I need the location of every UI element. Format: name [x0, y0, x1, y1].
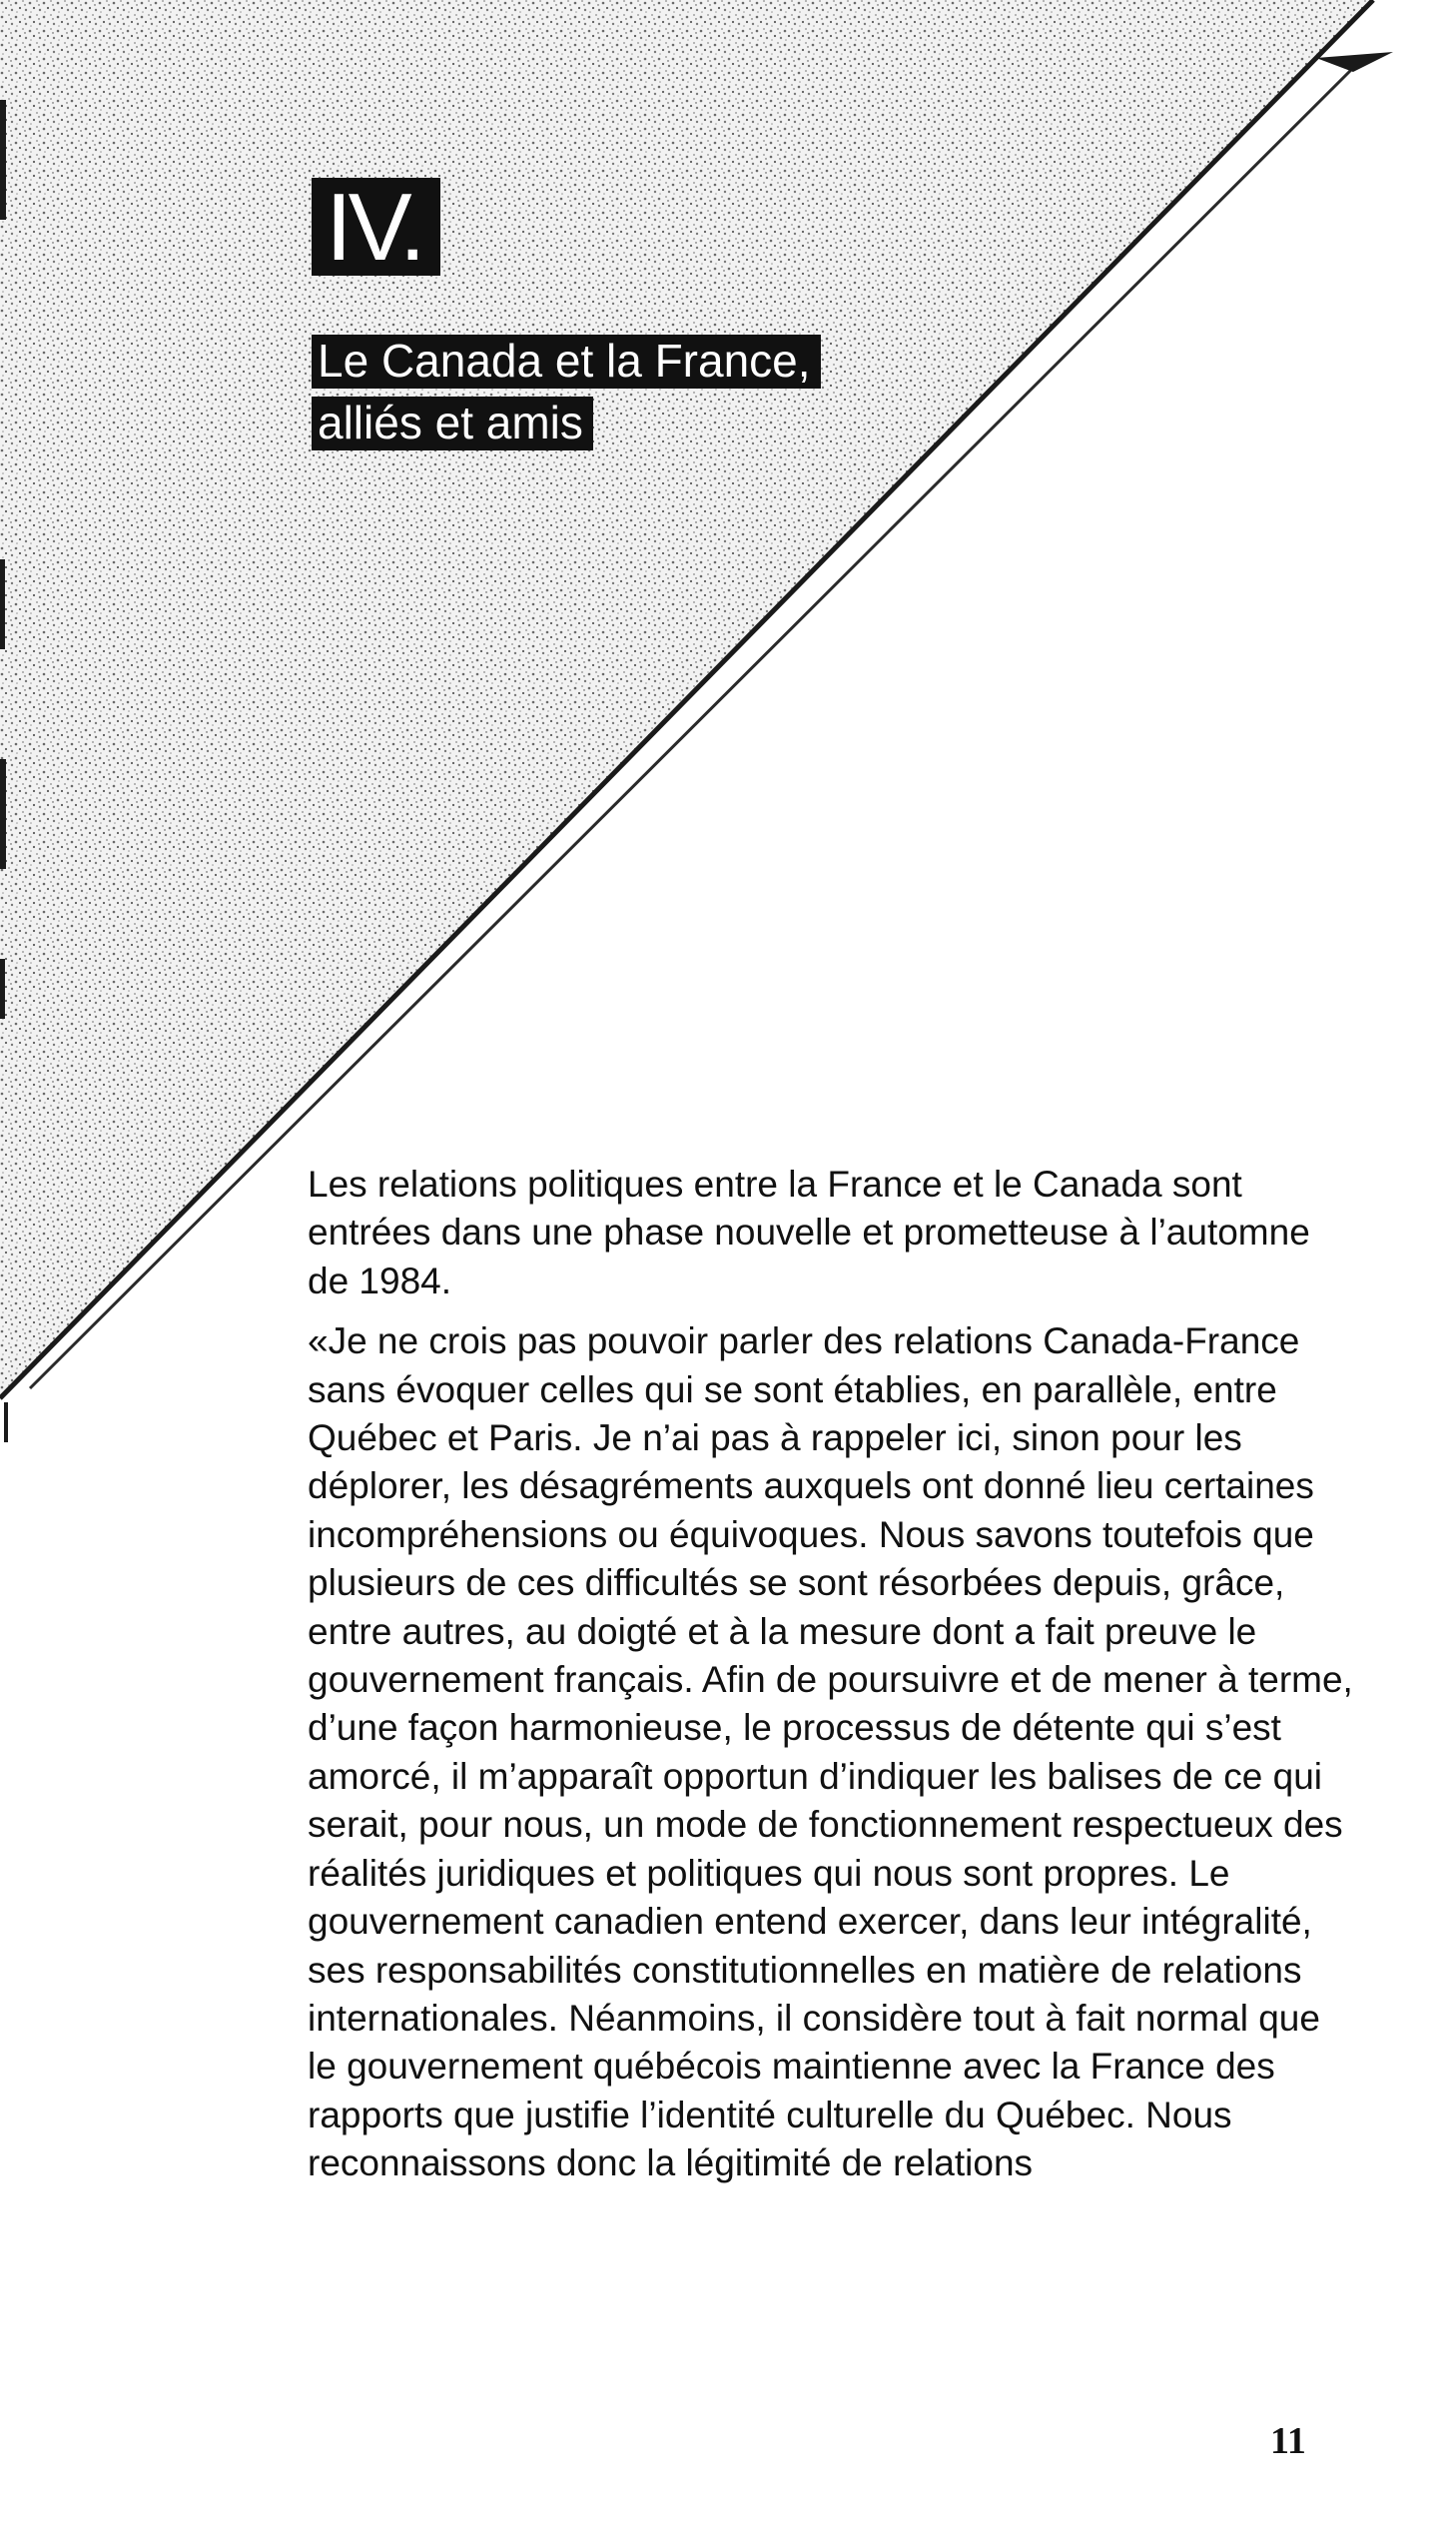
chapter-title-line-1: Le Canada et la France, [312, 335, 821, 389]
arrow-tip-mark [1316, 52, 1393, 72]
binding-mark [4, 1402, 8, 1442]
binding-mark [0, 100, 6, 220]
binding-mark [0, 959, 5, 1019]
chapter-title [312, 330, 821, 453]
page-number: 11 [1270, 2420, 1306, 2462]
paragraph-intro: Les relations politiques entre la France et le Canada sont entrées dans une phase nouvelle et prometteuse à l’automne de 1984. [308, 1164, 1310, 1301]
chapter-title-line-2: alliés et amis [312, 397, 593, 450]
binding-mark [0, 559, 5, 649]
body-text [308, 1161, 1356, 2188]
chapter-number: IV. [312, 178, 440, 276]
binding-mark [0, 759, 6, 869]
paragraph-quote: «Je ne crois pas pouvoir parler des relations Canada-France sans évoquer celles qui se sont établies, en parallèle, entre Québec et Paris. Je n’ai pas à rappeler ici, sinon pour les déplorer, les désagréments auxquels ont donné lieu certaines incompréhensions ou équivoques. Nous savons toutefois que plusieurs de ces difficultés se sont résorbées depuis, grâce, entre autres, au doigté et à la mesure dont a fait preuve le gouvernement français. Afin de poursuivre et de mener à terme, d’une façon harmonieuse, le processus de détente qui s’est amorcé, il m’apparaît opportun d’indiquer les balises de ce qui serait, pour nous, un mode de fonctionnement respectueux des réalités juridiques et politiques qui nous sont propres. Le gouvernement canadien entend exercer, dans leur intégralité, ses responsabilités constitutionnelles en matière de relations internationales. Néanmoins, il considère tout à fait normal que le gouvernement québécois maintienne avec la France des rapports que justifie l’identité culturelle du Québec. Nous reconnaissons donc la légitimité de relations [308, 1320, 1353, 2184]
